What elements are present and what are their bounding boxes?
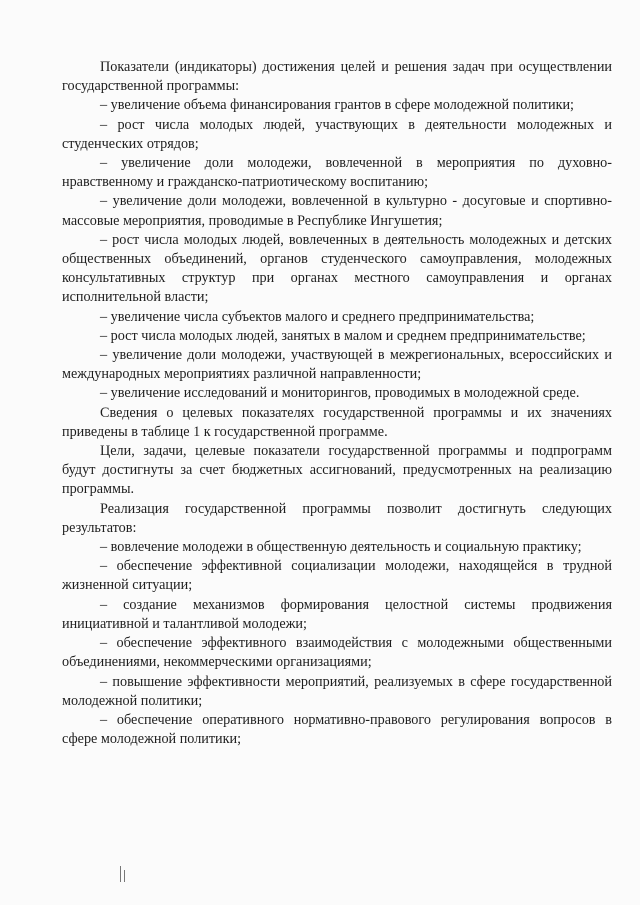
- scan-artifact-mark: [120, 866, 121, 882]
- list-item: – рост числа молодых людей, занятых в малом и среднем предпринимательстве;: [100, 327, 586, 344]
- list-item: – увеличение доли молодежи, вовлеченной в мероприятия по духовно-нравственному и гражданско-патриотическому воспитанию;: [62, 155, 612, 191]
- paragraph-targets-info: Сведения о целевых показателях государственной программы и их значениях приведены в таблице 1 к государственной программе.: [62, 404, 612, 440]
- list-item: – создание механизмов формирования целостной системы продвижения инициативной и талантливой молодежи;: [62, 596, 612, 632]
- paragraph-indicators-intro: Показатели (индикаторы) достижения целей и решения задач при осуществлении государственной программы:: [62, 59, 612, 95]
- list-item: – вовлечение молодежи в общественную деятельность и социальную практику;: [100, 539, 582, 556]
- document-body: [62, 58, 612, 749]
- list-item: – обеспечение эффективной социализации молодежи, находящейся в трудной жизненной ситуации;: [62, 558, 612, 594]
- list-item: – обеспечение эффективного взаимодействия с молодежными общественными объединениями, некоммерческими организациями;: [62, 635, 612, 671]
- list-item: – увеличение числа субъектов малого и среднего предпринимательства;: [100, 308, 535, 325]
- list-item: – рост числа молодых людей, участвующих в деятельности молодежных и студенческих отрядов;: [62, 116, 612, 152]
- list-item: – повышение эффективности мероприятий, реализуемых в сфере государственной молодежной политики;: [62, 673, 612, 709]
- paragraph-goals-funding: Цели, задачи, целевые показатели государственной программы и подпрограмм будут достигнуты за счет бюджетных ассигнований, предусмотренных на реализацию программы.: [62, 443, 612, 498]
- scan-artifact-mark: [124, 870, 125, 882]
- list-item: – увеличение исследований и мониторингов, проводимых в молодежной среде.: [100, 385, 580, 402]
- list-item: – обеспечение оперативного нормативно-правового регулирования вопросов в сфере молодежной политики;: [62, 711, 612, 748]
- list-item: – увеличение доли молодежи, участвующей в межрегиональных, всероссийских и международных мероприятиях различной направленности;: [62, 347, 612, 383]
- list-item: – увеличение объема финансирования грантов в сфере молодежной политики;: [100, 97, 574, 114]
- list-item: – рост числа молодых людей, вовлеченных в деятельность молодежных и детских общественных объединений, органов студенческого самоуправления, молодежных консультативных структур при органах местного самоуправления и органах исполнительной власти;: [62, 231, 612, 306]
- paragraph-results-intro: Реализация государственной программы позволит достигнуть следующих результатов:: [62, 500, 612, 536]
- list-item: – увеличение доли молодежи, вовлеченной в культурно - досуговые и спортивно-массовые мероприятия, проводимые в Республике Ингушетия;: [62, 193, 612, 229]
